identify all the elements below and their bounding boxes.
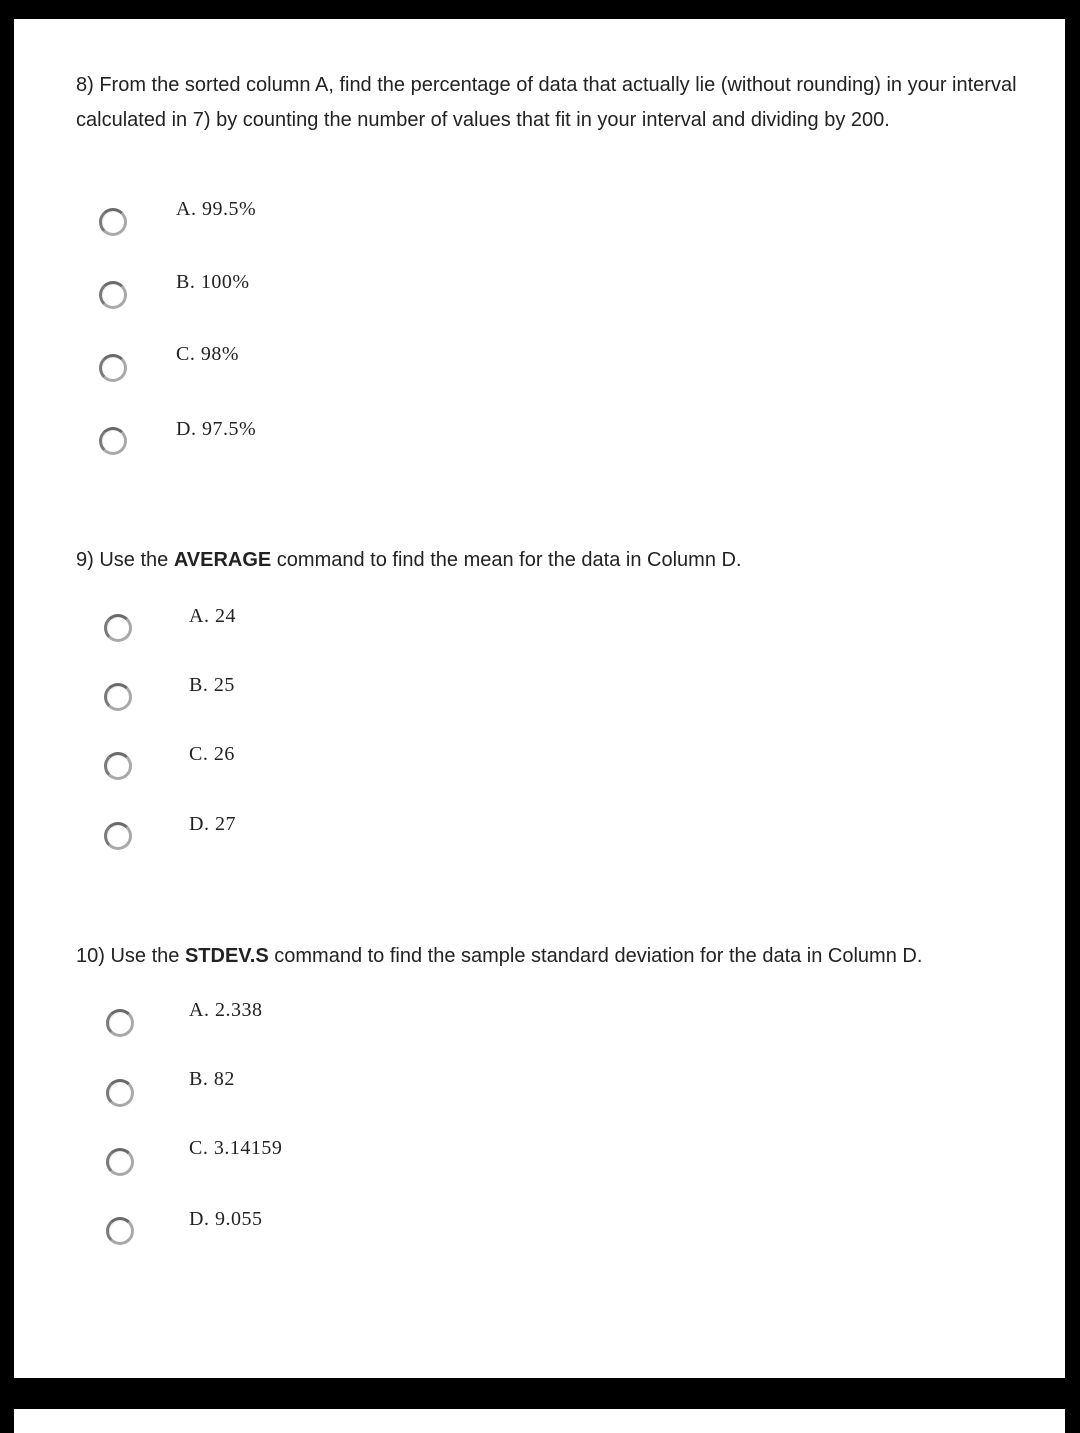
q10-option-a-label: A. 2.338 <box>189 999 263 1021</box>
q9-option-b-radio[interactable] <box>104 683 132 711</box>
question-10-text <box>76 939 1056 974</box>
q10-option-c-radio[interactable] <box>106 1148 134 1176</box>
next-page-edge <box>14 1409 1065 1433</box>
q9-option-a-radio[interactable] <box>104 614 132 642</box>
q8-option-a-radio[interactable] <box>99 208 127 236</box>
q9-option-d-label: D. 27 <box>189 813 236 835</box>
q8-option-c-radio[interactable] <box>99 354 127 382</box>
q10-option-c-label: C. 3.14159 <box>189 1137 283 1159</box>
question-10-prefix: 10) Use the <box>76 945 185 967</box>
q10-option-b-radio[interactable] <box>106 1079 134 1107</box>
q9-option-d-radio[interactable] <box>104 822 132 850</box>
q10-option-d-label: D. 9.055 <box>189 1208 263 1230</box>
question-9-prefix: 9) Use the <box>76 549 174 571</box>
q10-option-d-radio[interactable] <box>106 1217 134 1245</box>
question-9-command: AVERAGE <box>173 549 272 571</box>
q10-option-b-label: B. 82 <box>189 1068 235 1090</box>
question-10-command: STDEV.S <box>184 945 269 967</box>
q9-option-c-label: C. 26 <box>189 743 235 765</box>
q8-option-d-label: D. 97.5% <box>176 418 257 440</box>
q8-option-b-label: B. 100% <box>176 271 250 293</box>
q8-option-a-label: A. 99.5% <box>176 198 257 220</box>
q9-option-a-label: A. 24 <box>189 605 236 627</box>
q10-option-a-radio[interactable] <box>106 1009 134 1037</box>
document-page <box>14 19 1065 1378</box>
question-9-suffix: command to find the mean for the data in Column D. <box>271 549 742 571</box>
q8-option-d-radio[interactable] <box>99 427 127 455</box>
question-8-text: 8) From the sorted column A, find the percentage of data that actually lie (without rounding) in your interval calculated in 7) by counting the number of values that fit in your interval and dividing by 200. <box>76 74 1017 131</box>
q9-option-b-label: B. 25 <box>189 674 235 696</box>
q9-option-c-radio[interactable] <box>104 752 132 780</box>
q8-option-c-label: C. 98% <box>176 343 239 365</box>
question-9-text <box>76 543 1036 578</box>
question-10-suffix: command to find the sample standard deviation for the data in Column D. <box>268 945 923 967</box>
q8-option-b-radio[interactable] <box>99 281 127 309</box>
